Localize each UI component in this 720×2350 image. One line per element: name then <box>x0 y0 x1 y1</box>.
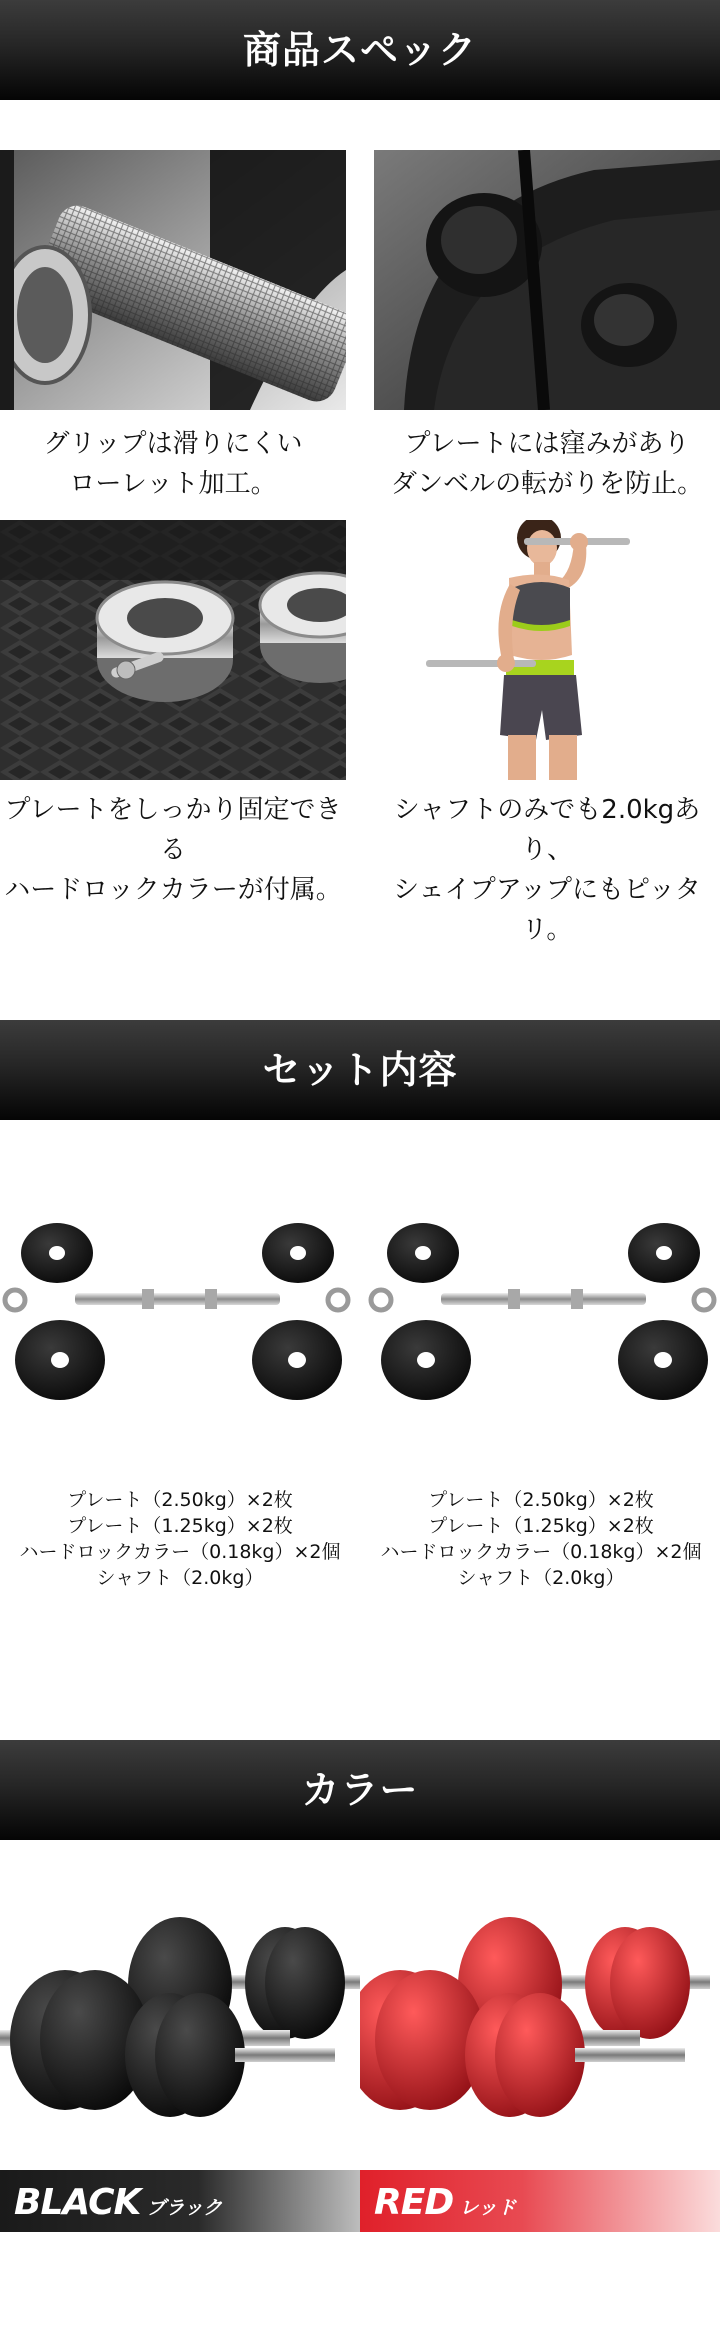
shaft-model-photo <box>374 520 720 780</box>
grip-photo <box>0 150 346 410</box>
caption-line: グリップは滑りにくい <box>43 429 303 459</box>
set-section-header <box>0 1020 720 1120</box>
feature-caption <box>0 790 346 910</box>
color-name: BLACK <box>14 2182 141 2223</box>
color-section-title: カラー <box>301 1768 419 1812</box>
set-section-title: セット内容 <box>262 1048 458 1092</box>
color-name: RED <box>374 2182 454 2223</box>
caption-line: ローレット加工。 <box>69 469 277 499</box>
set-contents-list <box>366 1487 716 1591</box>
set-contents-illustration <box>0 1205 360 1425</box>
spec-section-header <box>0 0 720 100</box>
list-item: ハードロックカラー（0.18kg）×2個 <box>19 1541 341 1563</box>
black-dumbbell-photo <box>0 1905 360 2135</box>
small-plate <box>21 1223 334 1283</box>
color-section-header <box>0 1740 720 1840</box>
list-item: プレート（1.25kg）×2枚 <box>67 1515 293 1537</box>
caption-line: シャフトのみでも2.0kgあり、 <box>393 795 701 865</box>
color-kana: ブラック <box>146 2197 223 2219</box>
caption-line: プレートをしっかり固定できる <box>4 795 342 865</box>
caption-line: シェイプアップにもピッタリ。 <box>393 875 701 945</box>
red-color-label <box>360 2170 720 2232</box>
feature-caption <box>374 790 720 950</box>
red-dumbbell-photo <box>360 1905 720 2135</box>
color-kana: レッド <box>459 2197 517 2219</box>
list-item: ハードロックカラー（0.18kg）×2個 <box>380 1541 702 1563</box>
list-item: プレート（2.50kg）×2枚 <box>67 1489 293 1511</box>
collar-photo <box>0 520 346 780</box>
list-item: シャフト（2.0kg） <box>96 1567 264 1589</box>
list-item: シャフト（2.0kg） <box>457 1567 625 1589</box>
caption-line: プレートには窪みがあり <box>404 429 690 459</box>
spec-section-title: 商品スペック <box>242 28 477 72</box>
list-item: プレート（1.25kg）×2枚 <box>428 1515 654 1537</box>
feature-caption <box>0 424 346 504</box>
black-color-label <box>0 2170 360 2232</box>
set-contents-list <box>5 1487 355 1591</box>
set-contents-illustration <box>366 1205 720 1425</box>
plate-recess-photo <box>374 150 720 410</box>
caption-line: ハードロックカラーが付属。 <box>4 875 342 905</box>
list-item: プレート（2.50kg）×2枚 <box>428 1489 654 1511</box>
caption-line: ダンベルの転がりを防止。 <box>390 469 704 499</box>
feature-caption <box>374 424 720 504</box>
